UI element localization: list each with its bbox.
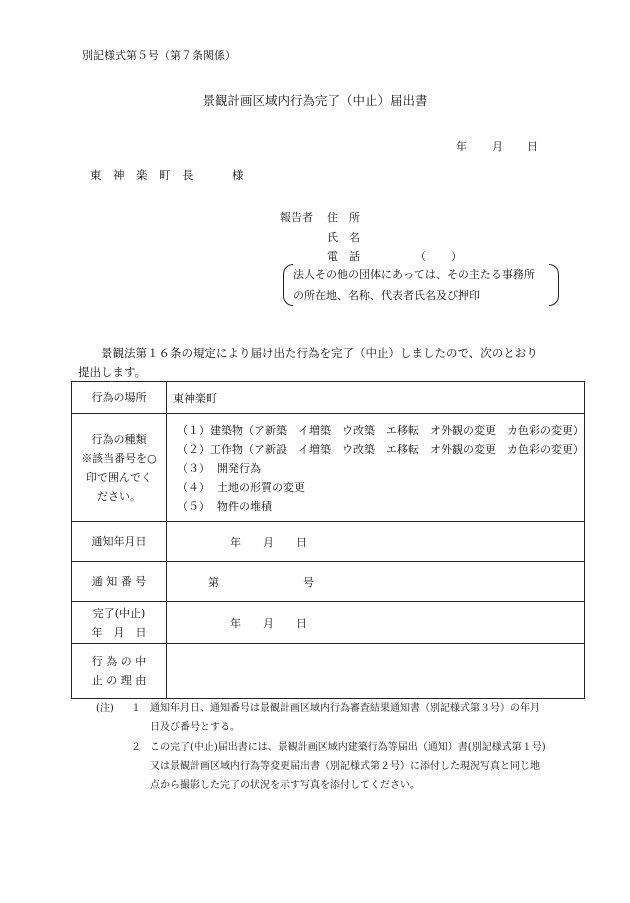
type-option-4[interactable]: [177, 477, 584, 496]
type-label: [72, 414, 167, 522]
document-title: 景観計画区域内行為完了（中止）届出書: [202, 93, 428, 108]
type-option-5[interactable]: [177, 496, 584, 515]
type-name: 物件の堆積: [217, 499, 272, 513]
type-label-line: ※該当番号を○: [81, 451, 157, 465]
note-1-line1: 通知年月日、通知番号は景観計画区域内行為審査結果通知書（別記様式第３号）の年月: [150, 703, 540, 714]
type-name: 建築物: [210, 423, 243, 437]
location-row: [72, 382, 585, 414]
corporate-note-line1: 法人その他の団体にあっては、その主たる事務所: [293, 268, 535, 281]
type-name: 工作物: [210, 442, 243, 456]
note-1-line2: 日及び番号とする。: [150, 722, 240, 733]
intro-line1: 景観法第１６条の規定により届け出た行為を完了（中止）しましたので、次のとおり: [101, 346, 538, 360]
phone-label: 電 話: [327, 250, 360, 263]
phone-paren-close: ）: [451, 250, 462, 263]
corporate-note-line2: の所在地、名称、代表者氏名及び押印: [293, 289, 480, 302]
intro-line2: 提出します。: [78, 365, 147, 379]
completion-date-label: [72, 602, 167, 644]
address-label: 住 所: [327, 211, 360, 224]
note-2-number: ２: [131, 742, 141, 753]
note-1-number: １: [131, 703, 141, 714]
type-option-1[interactable]: [177, 420, 584, 439]
reason-row: [72, 644, 585, 699]
completion-label-line2: 年 月 日: [91, 625, 147, 639]
notes-prefix: (注): [96, 703, 114, 714]
type-label-line: 行為の種類: [91, 432, 147, 446]
notice-number-field[interactable]: [167, 562, 585, 602]
completion-label-line1: 完了(中止): [92, 606, 146, 620]
notice-number-suffix: 号: [303, 575, 314, 589]
notice-date-row: [72, 522, 585, 562]
type-name: 土地の形質の変更: [217, 480, 305, 494]
notice-number-label: 通 知 番 号: [72, 562, 167, 602]
notice-date-field[interactable]: 年 月 日: [167, 522, 585, 562]
notice-date-label: 通知年月日: [72, 522, 167, 562]
reporter-label: 報告者: [280, 211, 313, 224]
note-2-line2: 又は景観計画区域内行為等変更届出書（別記様式第２号）に添付した現況写真と同じ地: [150, 761, 540, 772]
type-number: （２）: [177, 442, 210, 456]
note-2-line3: 点から撮影した完了の状況を示す写真を添付してください。: [150, 780, 420, 791]
type-option-3[interactable]: [177, 458, 584, 477]
form-reference: 別記様式第５号（第７条関係）: [82, 49, 236, 62]
date-year-label: 年: [456, 140, 467, 153]
date-day-label: 日: [527, 140, 538, 153]
note-2-line1: この完了(中止)届出書には、景観計画区域内建築行為等届出（通知）書(別記様式第１号): [150, 742, 546, 753]
completion-date-row: [72, 602, 585, 644]
left-bracket: [283, 264, 293, 306]
type-number: （３）: [177, 461, 210, 475]
notice-number-prefix: 第: [208, 575, 219, 589]
type-number: （１）: [177, 423, 210, 437]
completion-date-field[interactable]: 年 月 日: [167, 602, 585, 644]
type-label-line: 印で囲んでく: [86, 470, 152, 484]
type-number: （４）: [177, 480, 210, 494]
location-label: 行為の場所: [72, 382, 167, 414]
type-name: 開発行為: [217, 461, 261, 475]
reason-label-line2: 止 の 理 由: [91, 674, 147, 687]
type-number: （５）: [177, 499, 210, 513]
phone-paren-open: （: [415, 250, 426, 263]
report-table: [71, 381, 585, 699]
type-options: [167, 414, 585, 522]
reason-field[interactable]: [167, 644, 585, 699]
right-bracket: [549, 264, 559, 306]
type-detail: （ア新設 イ増築 ウ改築 エ移転 オ外観の変更 カ色彩の変更）: [243, 442, 584, 456]
addressee-honorific: 様: [232, 168, 244, 182]
notice-number-row: [72, 562, 585, 602]
name-label: 氏 名: [327, 231, 360, 244]
addressee-name: 東 神 楽 町 長: [90, 168, 194, 182]
location-value: 東神楽町: [167, 382, 585, 414]
type-option-2[interactable]: [177, 439, 584, 458]
date-month-label: 月: [492, 140, 503, 153]
type-label-line: ださい。: [97, 489, 141, 503]
type-row: [72, 414, 585, 522]
type-detail: （ア新築 イ増築 ウ改築 エ移転 オ外観の変更 カ色彩の変更）: [243, 423, 584, 437]
reason-label-line1: 行 為 の 中: [91, 655, 147, 668]
reason-label: [72, 644, 167, 699]
